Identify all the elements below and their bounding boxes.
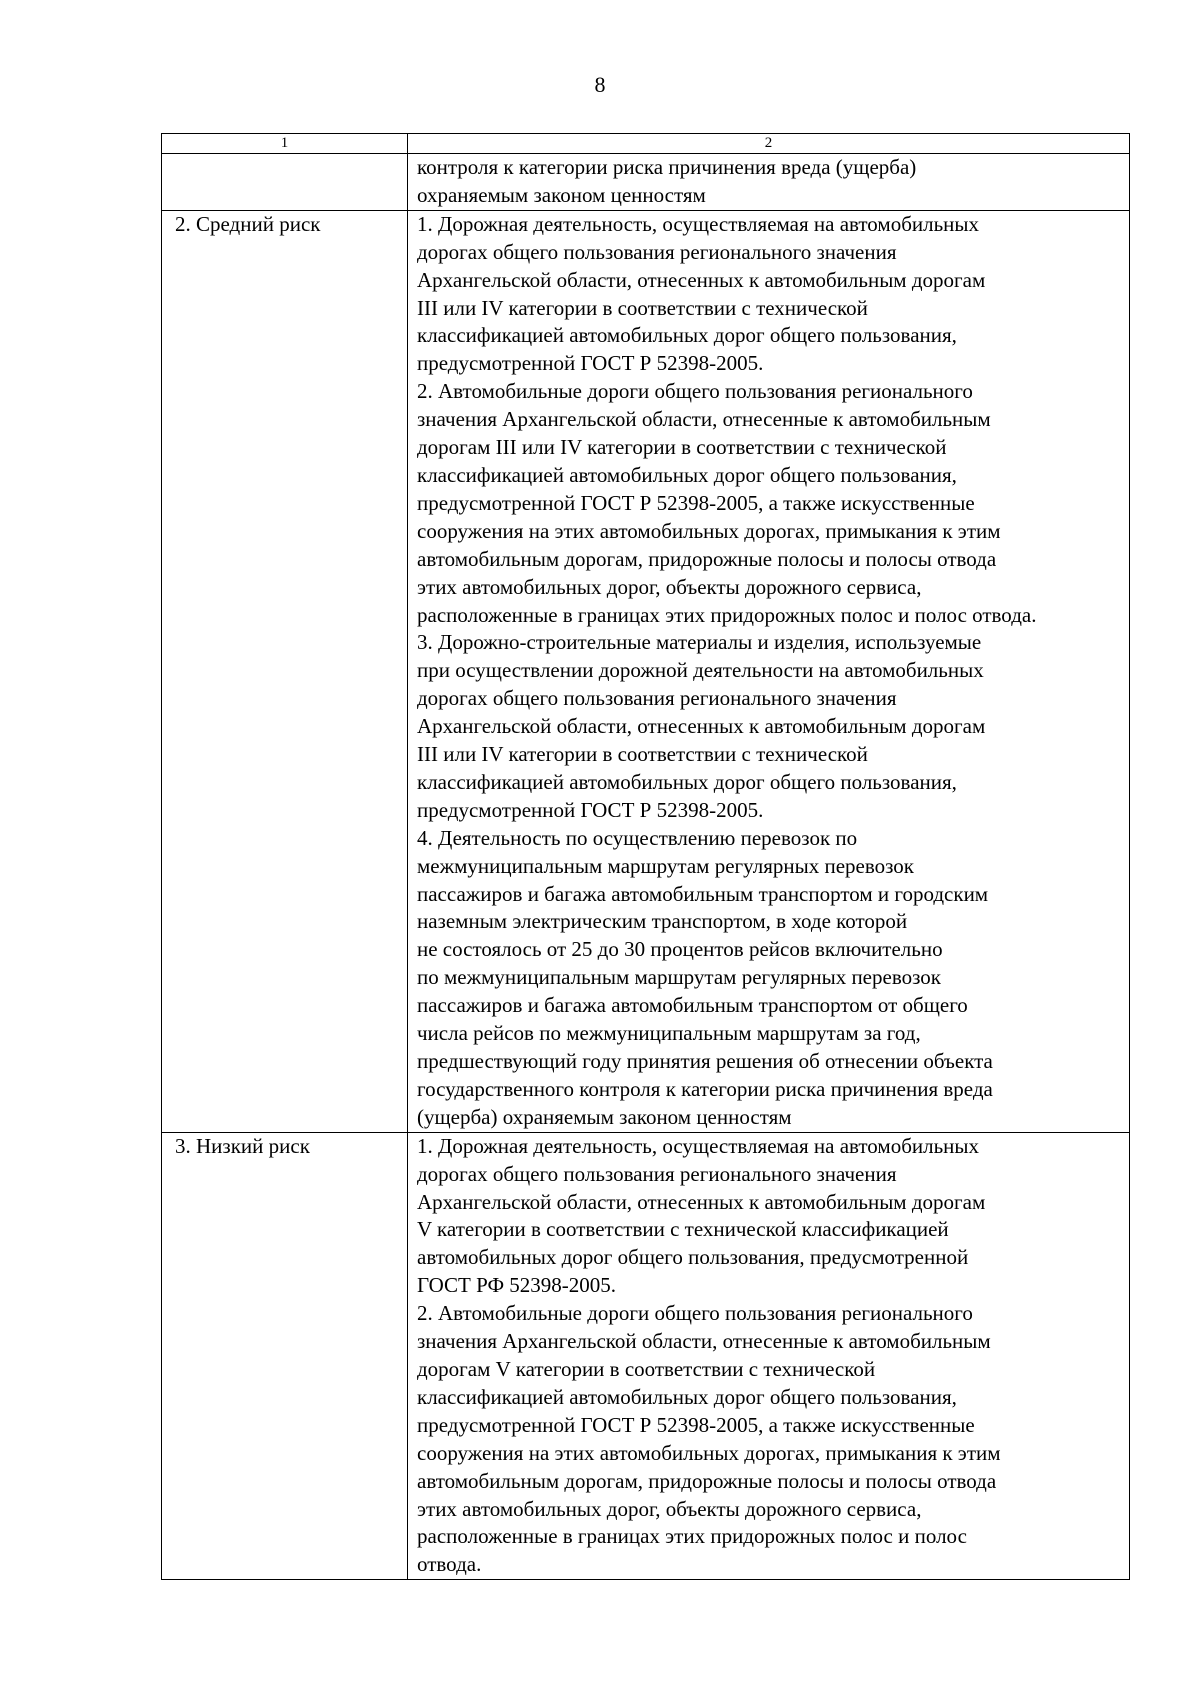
page-number: 8 — [594, 72, 606, 97]
text-line: 4. Деятельность по осуществлению перевозок по — [417, 825, 858, 850]
text-line: 2. Автомобильные дороги общего пользования регионального — [417, 379, 973, 404]
text-line: государственного контроля к категории риска причинения вреда — [417, 1076, 993, 1101]
text-line: по межмуниципальным маршрутам регулярных перевозок — [417, 965, 941, 990]
text-line: дорогах общего пользования регионального значения — [417, 239, 897, 264]
text-line: автомобильных дорог общего пользования, предусмотренной — [417, 1245, 969, 1270]
column-number-2: 2 — [408, 134, 1130, 154]
text-line: дорогам III или IV категории в соответствии с технической — [417, 435, 947, 460]
objects-cell — [408, 1132, 1130, 1580]
text-line: классификацией автомобильных дорог общего пользования, — [417, 769, 957, 794]
text-line: контроля к категории риска причинения вреда (ущерба) — [417, 155, 917, 179]
text-line: дорогам V категории в соответствии с технической — [417, 1356, 876, 1381]
text-line: пассажиров и багажа автомобильным транспортом от общего — [417, 993, 968, 1018]
text-line: сооружения на этих автомобильных дорогах, примыкания к этим — [417, 518, 1001, 543]
text-line: не состоялось от 25 до 30 процентов рейсов включительно — [417, 937, 943, 962]
text-line: предусмотренной ГОСТ Р 52398-2005. — [417, 797, 764, 822]
text-line: пассажиров и багажа автомобильным транспортом и городским — [417, 881, 989, 906]
risk-category-cell: 3. Низкий риск — [162, 1132, 408, 1580]
column-number-1: 1 — [162, 134, 408, 154]
text-line: III или IV категории в соответствии с технической — [417, 295, 868, 320]
text-line: 1. Дорожная деятельность, осуществляемая на автомобильных — [417, 1133, 980, 1158]
text-line: сооружения на этих автомобильных дорогах, примыкания к этим — [417, 1440, 1001, 1465]
text-line: III или IV категории в соответствии с технической — [417, 742, 868, 767]
text-line: расположенные в границах этих придорожных полос и полос — [417, 1524, 967, 1549]
text-line: Архангельской области, отнесенных к автомобильным дорогам — [417, 1189, 986, 1214]
risk-category-cell — [162, 154, 408, 211]
text-line: классификацией автомобильных дорог общего пользования, — [417, 462, 957, 487]
text-line: числа рейсов по межмуниципальным маршрутам за год, — [417, 1021, 921, 1046]
text-line: классификацией автомобильных дорог общего пользования, — [417, 323, 957, 348]
text-line: расположенные в границах этих придорожных полос и полос отвода. — [417, 602, 1037, 627]
text-line: ГОСТ РФ 52398-2005. — [417, 1273, 617, 1298]
text-line: Архангельской области, отнесенных к автомобильным дорогам — [417, 714, 986, 739]
text-line: автомобильным дорогам, придорожные полосы и полосы отвода — [417, 546, 997, 571]
text-line: этих автомобильных дорог, объекты дорожного сервиса, — [417, 574, 922, 599]
text-line: предусмотренной ГОСТ Р 52398-2005, а также искусственные — [417, 1412, 975, 1437]
risk-category-table — [161, 133, 1130, 1580]
text-line: автомобильным дорогам, придорожные полосы и полосы отвода — [417, 1468, 997, 1493]
text-line: отвода. — [417, 1552, 482, 1577]
text-line: предусмотренной ГОСТ Р 52398-2005. — [417, 351, 764, 376]
text-line: значения Архангельской области, отнесенные к автомобильным — [417, 407, 991, 432]
text-line: межмуниципальным маршрутам регулярных перевозок — [417, 853, 914, 878]
text-line: предусмотренной ГОСТ Р 52398-2005, а также искусственные — [417, 490, 975, 515]
text-line: этих автомобильных дорог, объекты дорожного сервиса, — [417, 1496, 922, 1521]
text-line: (ущерба) охраняемым законом ценностям — [417, 1104, 792, 1129]
text-line: 2. Автомобильные дороги общего пользования регионального — [417, 1301, 973, 1326]
text-line: дорогах общего пользования регионального значения — [417, 686, 897, 711]
text-line: Архангельской области, отнесенных к автомобильным дорогам — [417, 267, 986, 292]
text-line: охраняемым законом ценностям — [417, 182, 706, 207]
text-line: классификацией автомобильных дорог общего пользования, — [417, 1384, 957, 1409]
risk-category-cell: 2. Средний риск — [162, 210, 408, 1132]
text-line: дорогах общего пользования регионального значения — [417, 1161, 897, 1186]
text-line: 3. Дорожно-строительные материалы и изделия, используемые — [417, 630, 982, 655]
text-line: предшествующий году принятия решения об отнесении объекта — [417, 1049, 993, 1073]
text-line: V категории в соответствии с технической классификацией — [417, 1217, 949, 1242]
table-row-continuation — [162, 154, 1130, 211]
table-row-medium-risk — [162, 210, 1130, 1132]
objects-cell — [408, 210, 1130, 1132]
table-header-row — [162, 134, 1130, 154]
text-line: при осуществлении дорожной деятельности на автомобильных — [417, 658, 984, 683]
text-line: значения Архангельской области, отнесенные к автомобильным — [417, 1329, 991, 1354]
text-line: наземным электрическим транспортом, в ходе которой — [417, 909, 908, 934]
text-line: 1. Дорожная деятельность, осуществляемая на автомобильных — [417, 211, 980, 236]
objects-cell — [408, 154, 1130, 211]
table-row-low-risk — [162, 1132, 1130, 1580]
